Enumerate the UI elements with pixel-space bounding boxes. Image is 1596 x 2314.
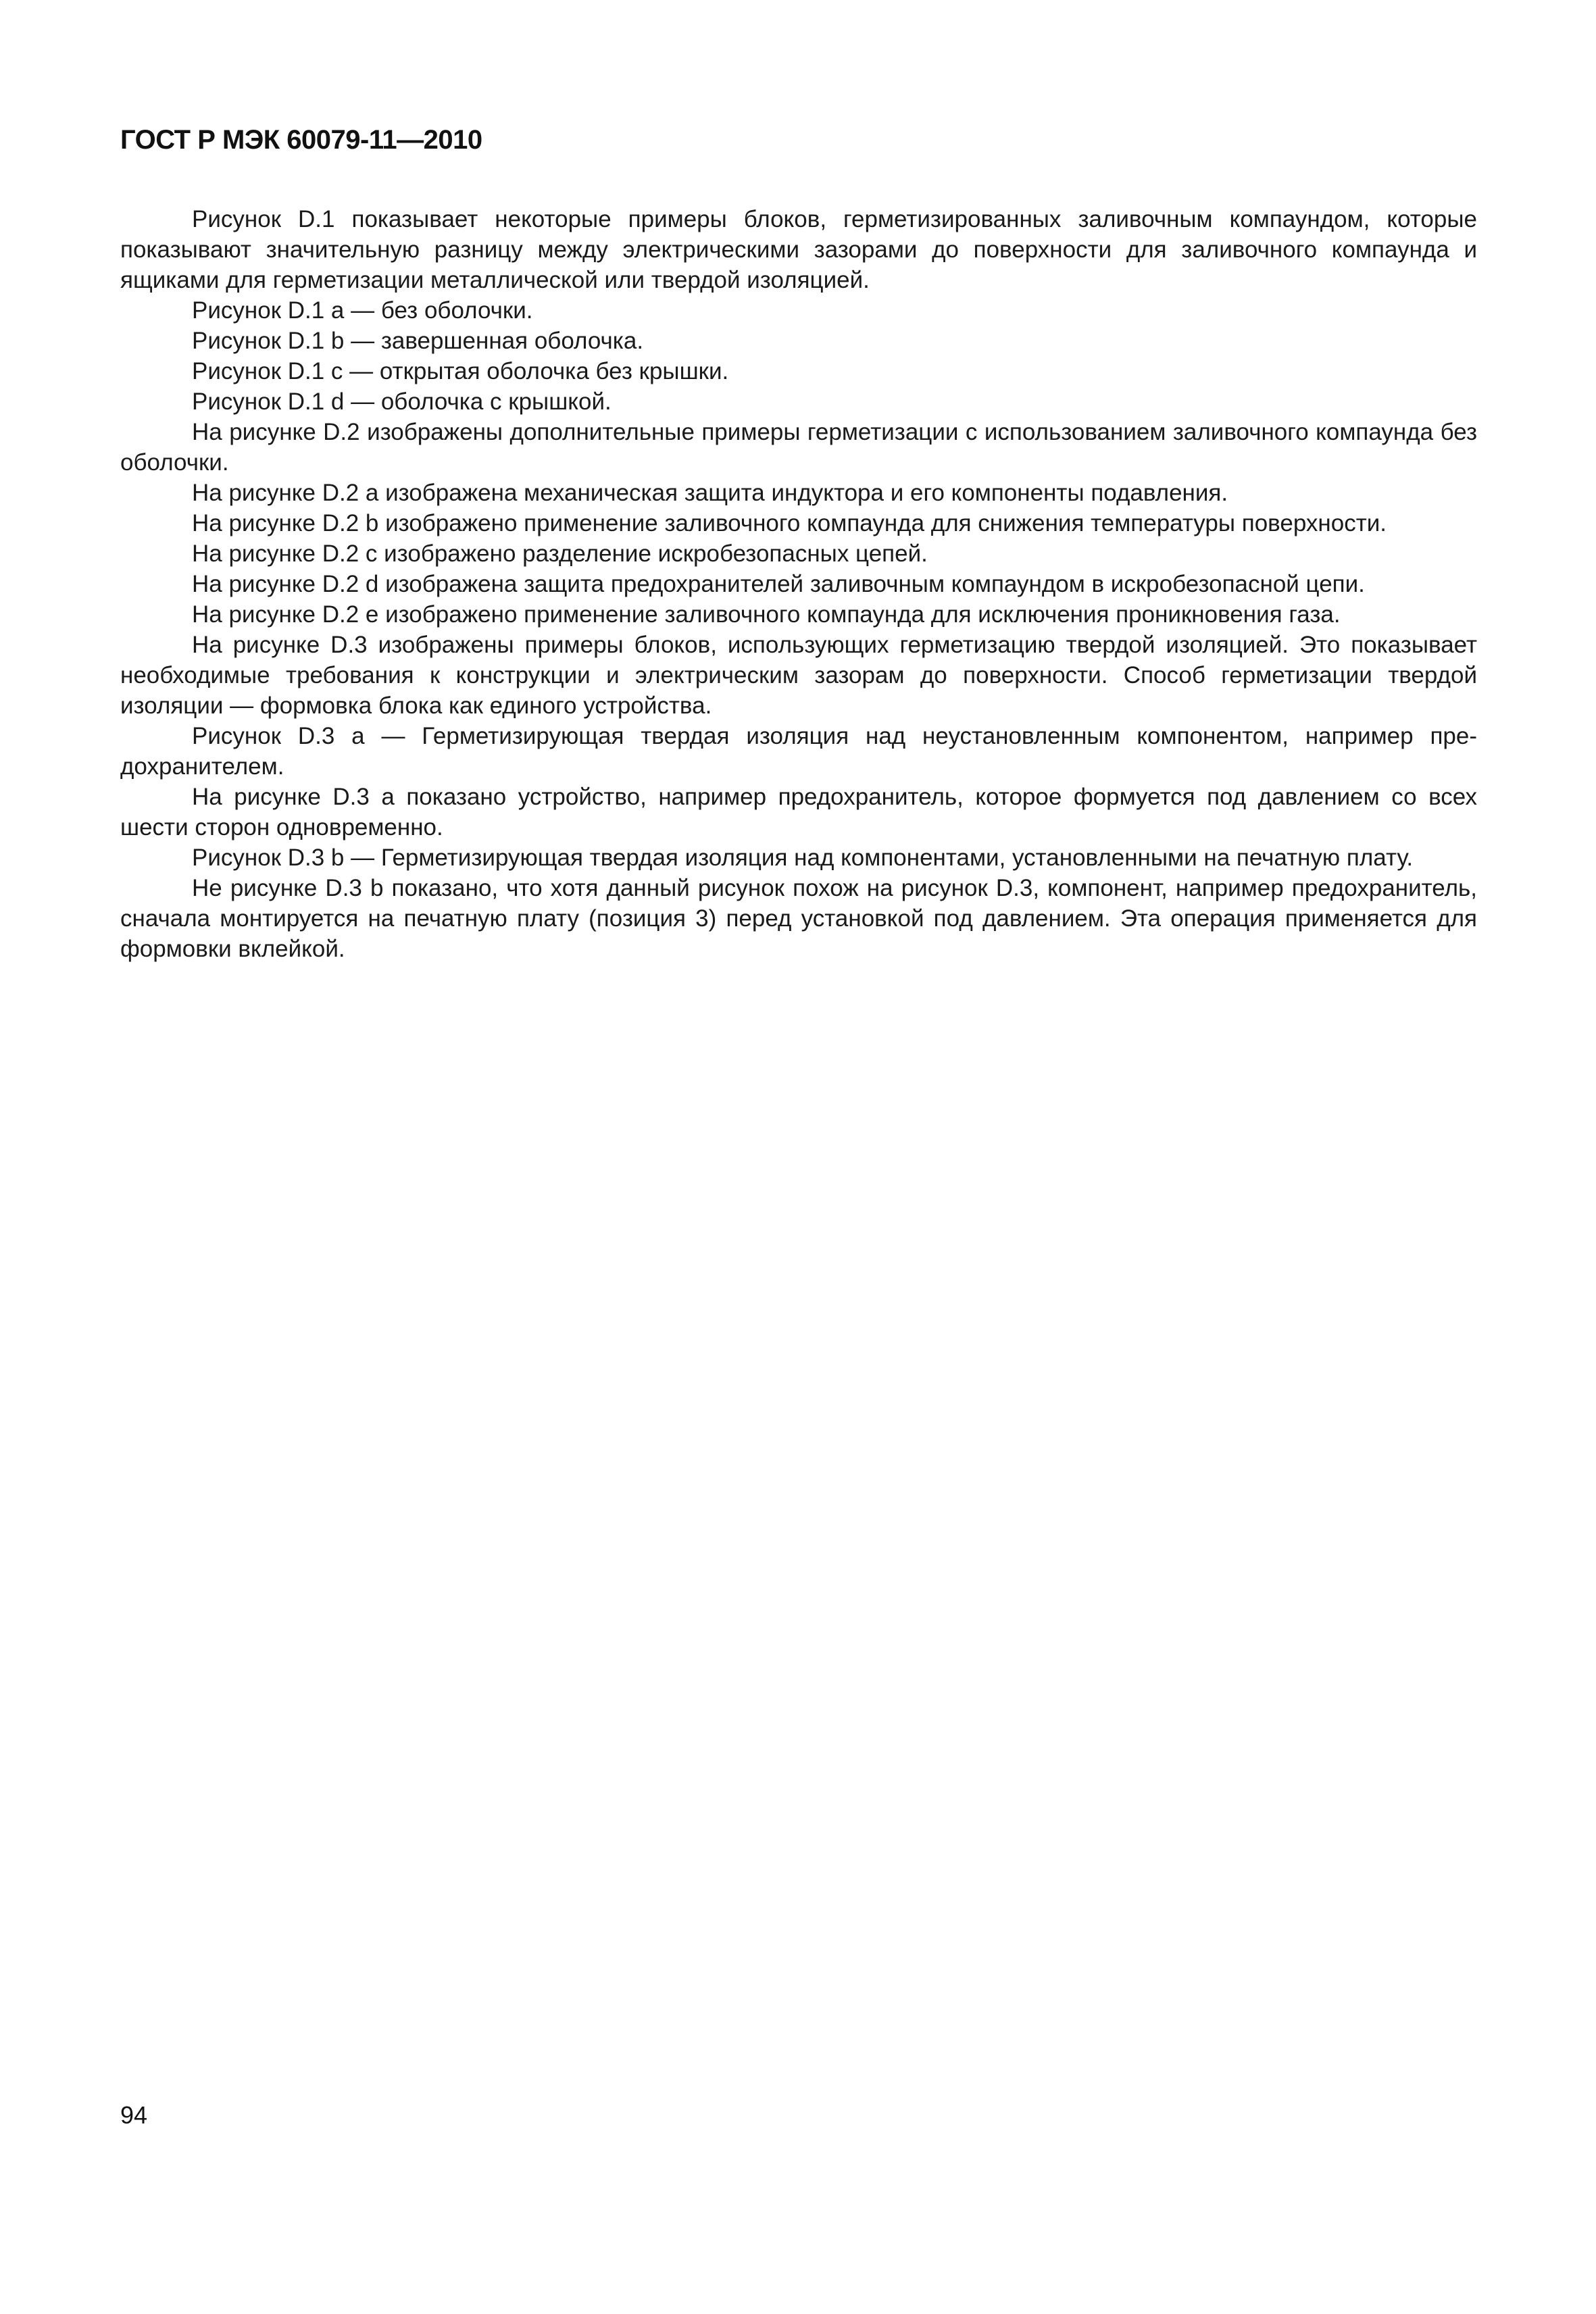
paragraph: На рисунке D.2 b изображено применение заливочного компаунда для снижения температуры поверхности. xyxy=(192,510,1387,536)
document-header: ГОСТ Р МЭК 60079-11—2010 xyxy=(120,125,482,155)
document-body xyxy=(120,204,1477,964)
paragraph: Рисунок D.1 d — оболочка с крышкой. xyxy=(192,388,612,415)
paragraph: Рисунок D.1 показывает некоторые примеры блоков, герметизированных заливочным компаундом, которые показывают значительную разницу между электрическими зазорами до поверхности для заливочного компаунда и ящиками для герметизации металлической или твердой изоляцией. xyxy=(120,206,1477,293)
paragraph: На рисунке D.2 е изображено применение заливочного компаунда для исключения проникновения газа. xyxy=(192,601,1341,628)
paragraph: На рисунке D.2 изображены дополнительные примеры герметизации с использованием заливочного компаунда без оболочки. xyxy=(120,419,1477,476)
paragraph: Рисунок D.1 а — без оболочки. xyxy=(192,297,533,324)
paragraph: На рисунке D.3 изображены примеры блоков, использующих герметизацию твердой изоляцией. Это показывает необходимые требования к конструкции и электрическим зазорам до поверхности. Способ герметизации твердой изоляции — формовка блока как единого устройства. xyxy=(120,632,1477,719)
paragraph: Рисунок D.1 b — завершенная оболочка. xyxy=(192,328,644,354)
page-number: 94 xyxy=(120,2101,148,2129)
paragraph: На рисунке D.2 с изображено разделение искробезопасных цепей. xyxy=(192,540,928,567)
paragraph: На рисунке D.2 а изображена механическая защита индуктора и его компоненты подавления. xyxy=(192,480,1228,506)
paragraph: На рисунке D.3 а показано устройство, например предохранитель, которое формуется под давлением со всех шести сторон одновременно. xyxy=(120,784,1477,840)
paragraph: Рисунок D.3 b — Герметизирующая твердая изоляция над компонентами, установленными на печатную плату. xyxy=(192,845,1414,871)
paragraph: Не рисунке D.3 b показано, что хотя данный рисунок похож на рисунок D.3, компонент, например предохранитель, сначала монтируется на печатную плату (позиция 3) перед установкой под давлением. Эта операция применяется для формовки вклейкой. xyxy=(120,875,1477,962)
paragraph: Рисунок D.3 а — Герметизирующая твердая изоляция над неустановленным компонентом, например предохранителем. xyxy=(120,723,1477,780)
paragraph: Рисунок D.1 с — открытая оболочка без крышки. xyxy=(192,358,729,384)
paragraph: На рисунке D.2 d изображена защита предохранителей заливочным компаундом в искробезопасной цепи. xyxy=(192,571,1365,597)
